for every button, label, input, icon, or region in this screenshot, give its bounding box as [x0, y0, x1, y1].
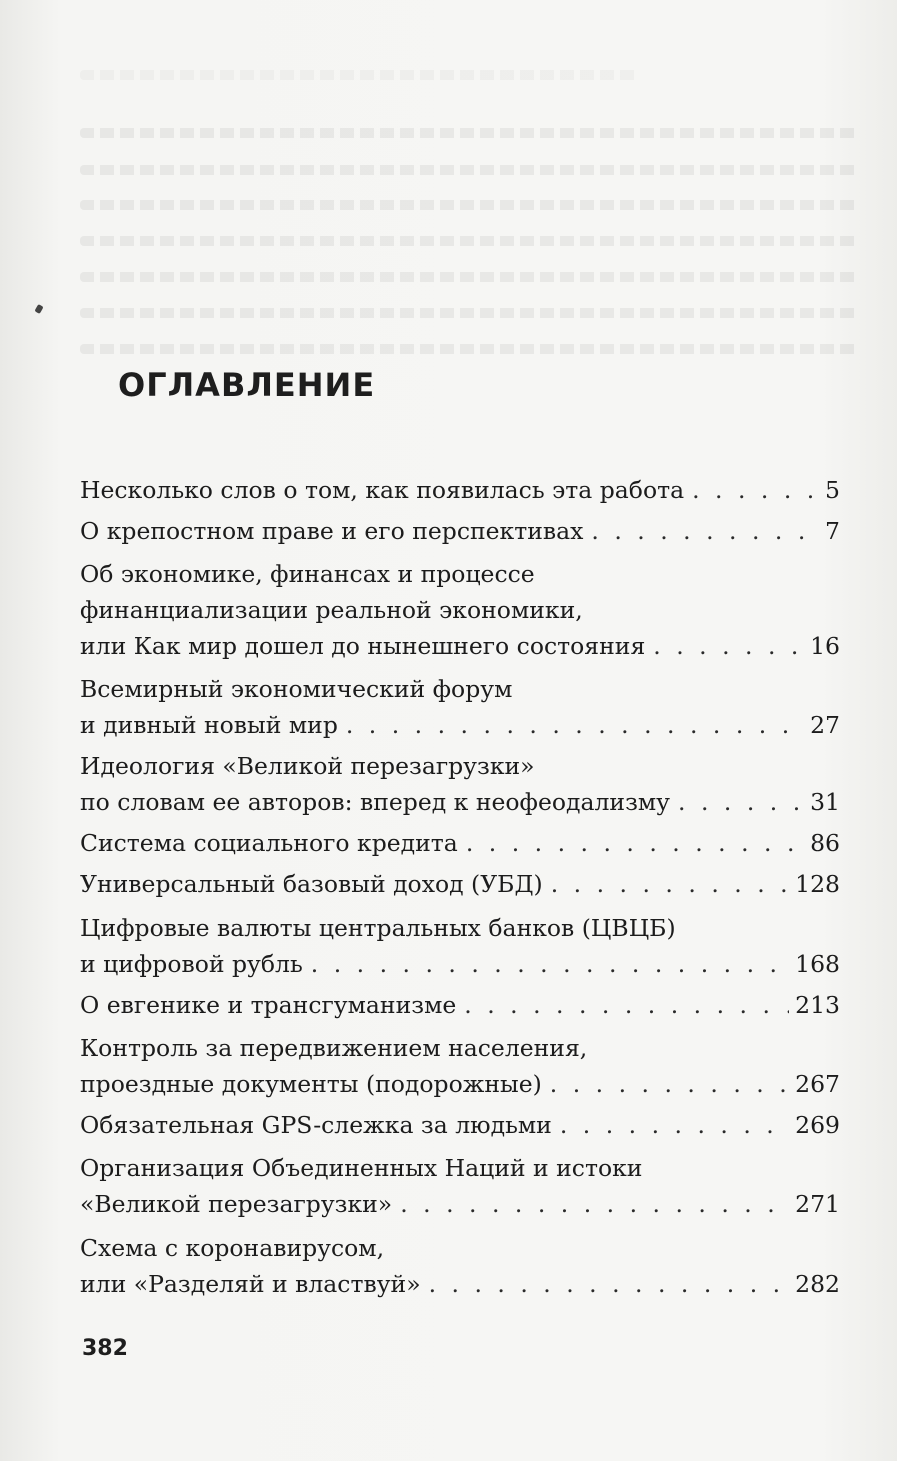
leader-dots: [550, 1066, 789, 1102]
toc-entry-title: Контроль за передвижением населения,: [80, 1034, 588, 1062]
toc-page-number: 271: [795, 1190, 840, 1218]
leader-dots: [311, 946, 789, 982]
toc-entry[interactable]: [80, 671, 840, 743]
leader-dots: [551, 866, 789, 902]
toc-entry[interactable]: [80, 513, 840, 549]
toc-entry-title: или «Разделяй и властвуй»: [80, 1270, 421, 1298]
bleed-through: [80, 236, 860, 246]
bleed-through: [80, 272, 860, 282]
bleed-through: [80, 200, 860, 210]
toc-entry-title: финанциализации реальной экономики,: [80, 596, 583, 624]
leader-dots: [346, 707, 804, 743]
toc-page-number: 16: [810, 632, 840, 660]
toc-page-number: 27: [810, 711, 840, 739]
leader-dots: [678, 784, 804, 820]
toc-page-number: 267: [795, 1070, 840, 1098]
toc-page-number: 5: [825, 476, 840, 504]
leader-dots: [464, 987, 789, 1023]
bleed-through: [80, 308, 860, 318]
page-title: ОГЛАВЛЕНИЕ: [118, 366, 376, 404]
leader-dots: [591, 513, 819, 549]
toc-entry-title: Схема с коронавирусом,: [80, 1234, 385, 1262]
toc-entry[interactable]: [80, 825, 840, 861]
bleed-through: [80, 70, 640, 80]
toc-entry[interactable]: [80, 1030, 840, 1102]
toc-page-number: 213: [795, 991, 840, 1019]
toc-page-number: 269: [795, 1111, 840, 1139]
toc-page-number: 86: [810, 829, 840, 857]
toc-entry-title: и дивный новый мир: [80, 711, 338, 739]
toc-entry-title: «Великой перезагрузки»: [80, 1190, 393, 1218]
toc-entry-title: Обязательная GPS-слежка за людьми: [80, 1111, 552, 1139]
page-number: 382: [82, 1336, 128, 1361]
toc-entry-title: Об экономике, финансах и процессе: [80, 560, 535, 588]
leader-dots: [466, 825, 804, 861]
toc-entry-title: О крепостном праве и его перспективах: [80, 517, 584, 545]
toc-page-number: 7: [825, 517, 840, 545]
toc-entry-title: Цифровые валюты центральных банков (ЦВЦБ): [80, 914, 676, 942]
leader-dots: [400, 1186, 789, 1222]
toc-entry-title: или Как мир дошел до нынешнего состояния: [80, 632, 646, 660]
leader-dots: [692, 472, 819, 508]
toc-entry[interactable]: [80, 1230, 840, 1302]
toc-page-number: 168: [795, 950, 840, 978]
toc-entry-title: Несколько слов о том, как появилась эта работа: [80, 476, 685, 504]
leader-dots: [429, 1266, 790, 1302]
toc-entry-title: Организация Объединенных Наций и истоки: [80, 1154, 643, 1182]
leader-dots: [560, 1107, 789, 1143]
bleed-through: [80, 165, 860, 175]
toc-page-number: 128: [795, 870, 840, 898]
toc-entry[interactable]: [80, 987, 840, 1023]
toc-entry[interactable]: [80, 910, 840, 982]
toc-entry-title: О евгенике и трансгуманизме: [80, 991, 457, 1019]
leader-dots: [653, 628, 804, 664]
toc-entry-title: Всемирный экономический форум: [80, 675, 513, 703]
toc-entry-title: Идеология «Великой перезагрузки»: [80, 752, 535, 780]
toc-entry-title: проездные документы (подорожные): [80, 1070, 542, 1098]
toc-entry-title: Система социального кредита: [80, 829, 458, 857]
toc-entry[interactable]: [80, 556, 840, 664]
toc-page-number: 282: [795, 1270, 840, 1298]
toc-entry-title: и цифровой рубль: [80, 950, 303, 978]
toc-entry[interactable]: [80, 866, 840, 902]
toc-entry-title: по словам ее авторов: вперед к неофеодализму: [80, 788, 671, 816]
bleed-through: [80, 128, 860, 138]
toc-entry[interactable]: [80, 1107, 840, 1143]
toc-entry-title: Универсальный базовый доход (УБД): [80, 870, 543, 898]
toc-page-number: 31: [810, 788, 840, 816]
toc-entry[interactable]: [80, 748, 840, 820]
toc-entry[interactable]: [80, 1150, 840, 1222]
toc-entry[interactable]: [80, 472, 840, 508]
bleed-through: [80, 344, 860, 354]
